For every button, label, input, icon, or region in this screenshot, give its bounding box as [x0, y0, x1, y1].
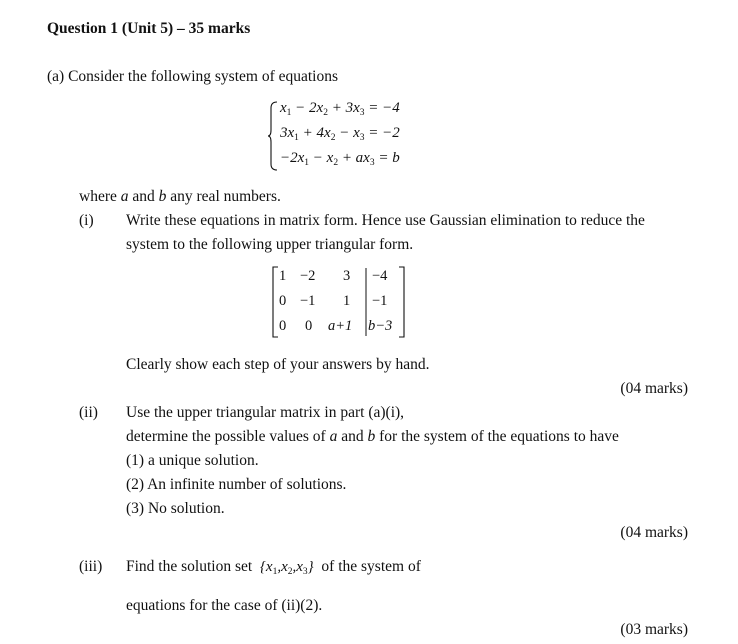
right-bracket-icon [398, 266, 406, 338]
sub-i-label: (i) [79, 212, 94, 229]
matrix-cell-r3c4: b−3 [368, 318, 393, 334]
sub-iii-line1: Find the solution set $\{x_1,x_2,x_3\}$ of the system of [126, 558, 421, 577]
sub-iii-line2: equations for the case of (ii)(2). [126, 597, 323, 614]
equation-1: $x_1 - 2x_2 + 3x_3 = -4$ [280, 100, 400, 118]
where-text: where a and b any real numbers. [79, 188, 281, 205]
matrix-cell-r1c4: −4 [372, 268, 388, 284]
question-title: Question 1 (Unit 5) – 35 marks [47, 20, 251, 37]
sub-ii-line2: determine the possible values of a and b for the system of the equations to have [126, 428, 619, 445]
matrix-cell-r2c1: 0 [279, 293, 287, 309]
equation-system [268, 100, 418, 172]
matrix-cell-r1c3: 3 [343, 268, 351, 284]
matrix-cell-r2c2: −1 [300, 293, 316, 309]
matrix-cell-r2c3: 1 [343, 293, 351, 309]
sub-iii-label: (iii) [79, 558, 103, 575]
equation-2: $3x_1 + 4x_2 - x_3 = -2$ [280, 125, 400, 143]
sub-i-line1: Write these equations in matrix form. Hence use Gaussian elimination to reduce the [126, 212, 645, 229]
sub-ii-option-3: (3) No solution. [126, 500, 225, 517]
matrix-cell-r2c4: −1 [372, 293, 388, 309]
left-brace-icon [268, 100, 278, 172]
matrix-cell-r3c2: 0 [305, 318, 313, 334]
sub-ii-line1: Use the upper triangular matrix in part (a)(i), [126, 404, 405, 421]
sub-ii-option-2: (2) An infinite number of solutions. [126, 476, 347, 493]
sub-ii-marks: (04 marks) [620, 524, 688, 541]
sub-i-line2: system to the following upper triangular form. [126, 236, 414, 253]
equation-3: $-2x_1 - x_2 + ax_3 = b$ [280, 150, 400, 168]
part-a-intro: (a) Consider the following system of equations [47, 68, 339, 85]
augmented-matrix [271, 266, 407, 338]
sub-iii-marks: (03 marks) [620, 621, 688, 638]
matrix-cell-r3c1: 0 [279, 318, 287, 334]
solution-set: $\{x_1,x_2,x_3\}$ [259, 559, 314, 577]
sub-ii-label: (ii) [79, 404, 98, 421]
sub-ii-option-1: (1) a unique solution. [126, 452, 259, 469]
augment-divider [365, 266, 367, 338]
left-bracket-icon [271, 266, 279, 338]
matrix-cell-r1c1: 1 [279, 268, 287, 284]
matrix-cell-r1c2: −2 [300, 268, 316, 284]
sub-i-marks: (04 marks) [620, 380, 688, 397]
matrix-cell-r3c3: a+1 [328, 318, 353, 334]
sub-i-instruction: Clearly show each step of your answers by hand. [126, 356, 430, 373]
